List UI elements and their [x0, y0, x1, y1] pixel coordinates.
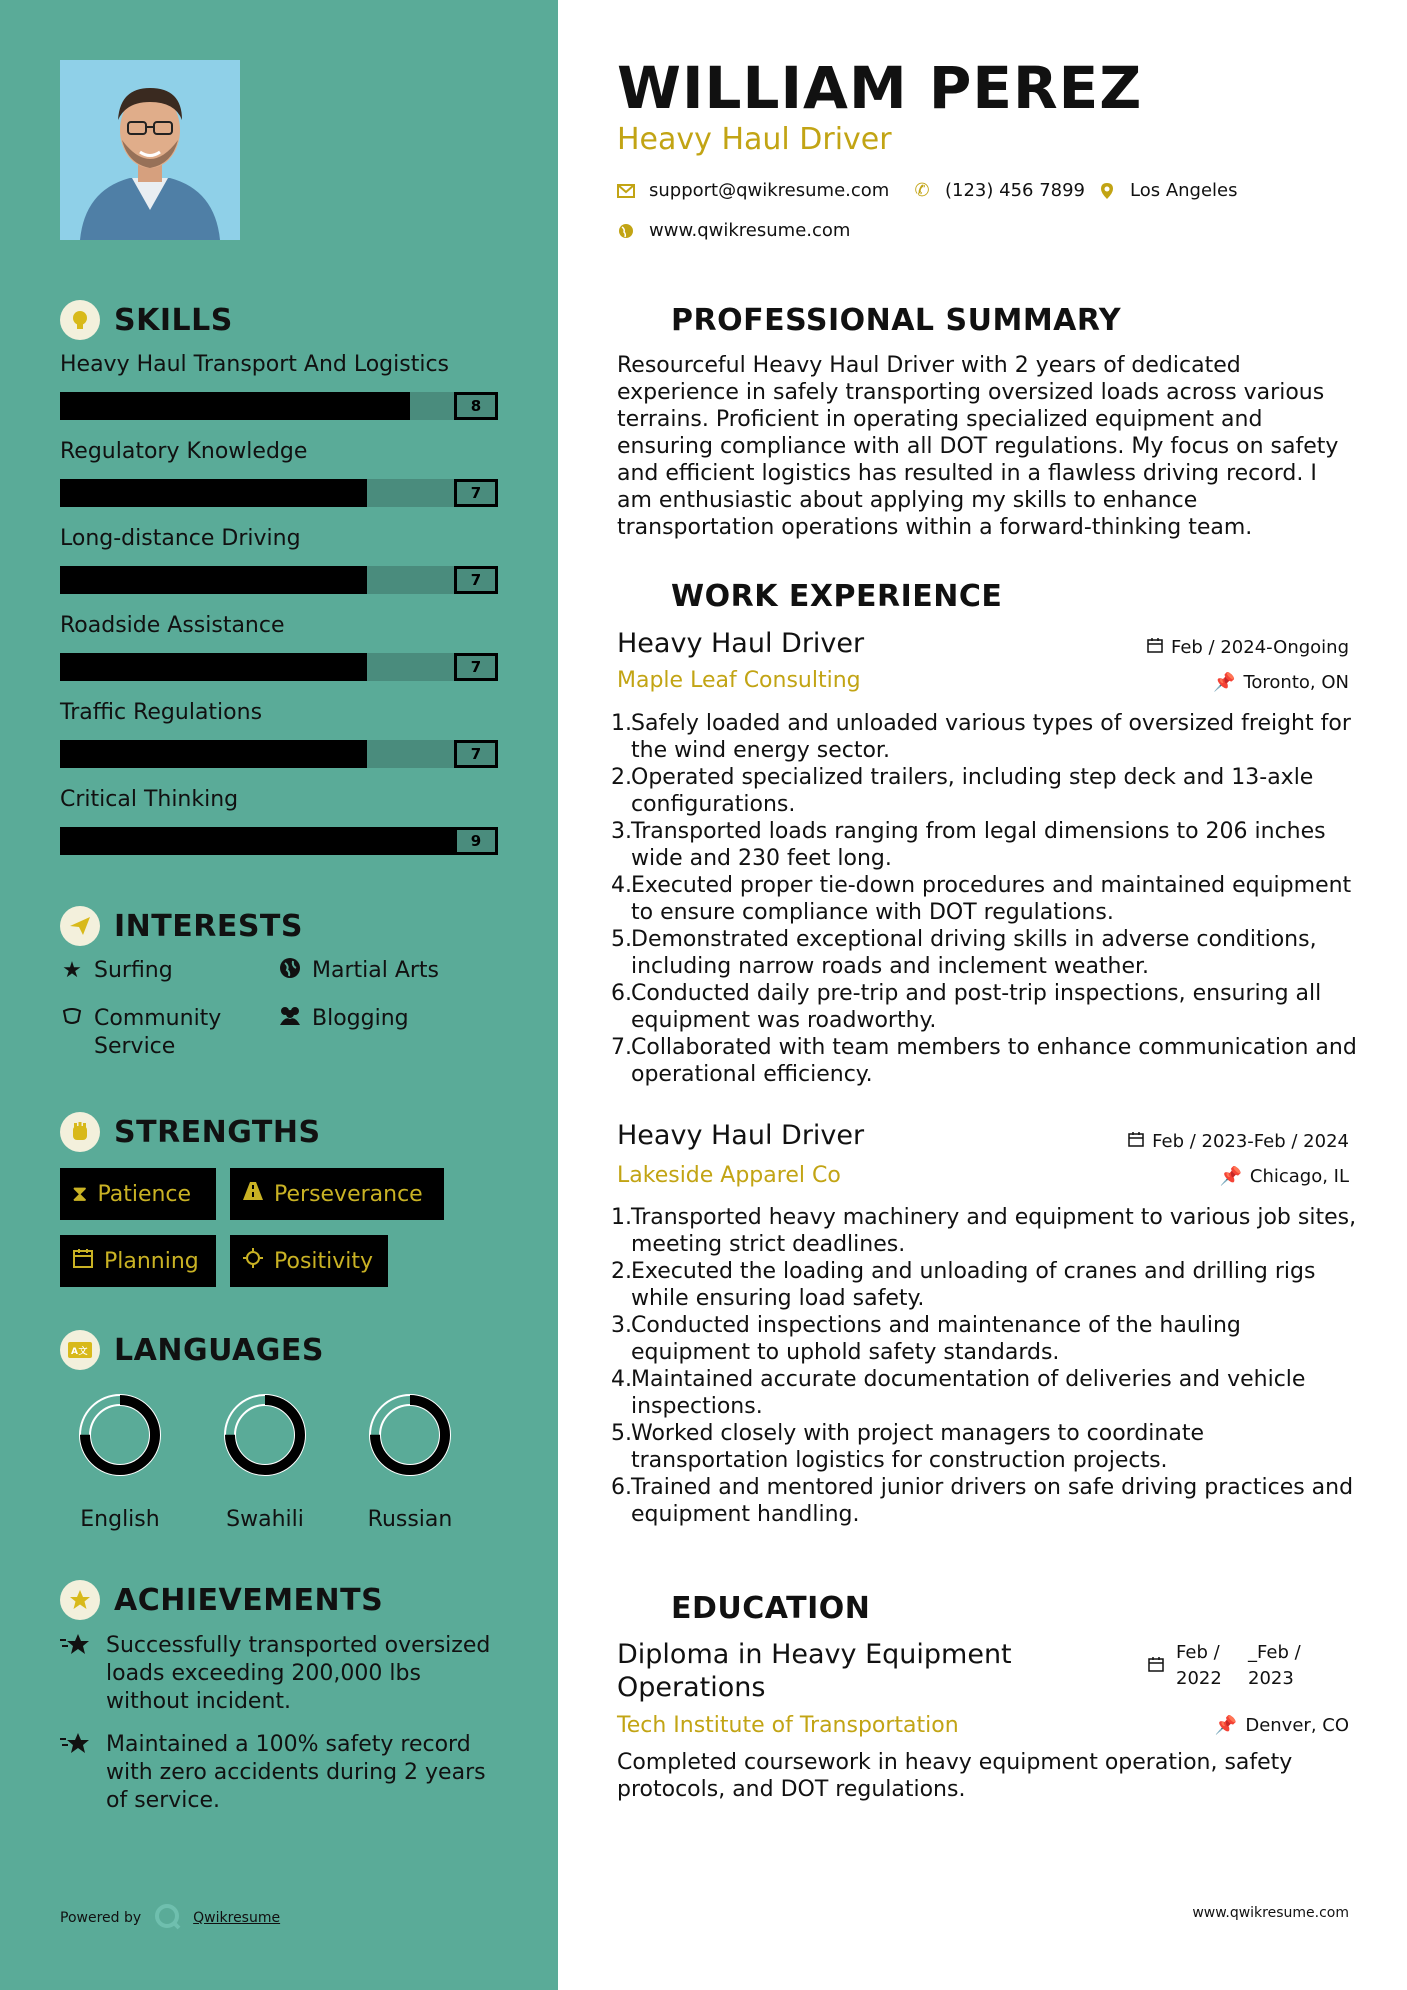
- pushpin-icon: 📌: [1214, 1715, 1238, 1736]
- calendar-icon: [1148, 1640, 1164, 1692]
- skill-score: 7: [454, 479, 498, 507]
- pushpin-icon: 📌: [1213, 672, 1236, 693]
- strength-chip: Positivity: [230, 1235, 388, 1287]
- job-dates: Feb / 2024-Ongoing: [1147, 637, 1349, 658]
- profile-photo: [60, 60, 240, 240]
- skill-item: [60, 526, 498, 594]
- qwikresume-link[interactable]: Qwikresume: [193, 1910, 281, 1926]
- skill-bar: [60, 392, 498, 420]
- calendar-icon: [72, 1247, 94, 1275]
- sidebar: [0, 0, 558, 1990]
- achievement-item: Maintained a 100% safety record with zero accidents during 2 years of service.: [60, 1731, 520, 1815]
- skill-name: Roadside Assistance: [60, 613, 285, 638]
- website-link[interactable]: www.qwikresume.com: [649, 220, 851, 241]
- interest-item: Blogging: [278, 1005, 409, 1033]
- skill-bar: [60, 827, 498, 855]
- sun-icon: [242, 1247, 264, 1275]
- skill-item: [60, 787, 498, 855]
- language-item: Swahili: [205, 1385, 325, 1532]
- language-ring: [70, 1385, 170, 1485]
- languages-heading: [60, 1330, 324, 1370]
- footer-website[interactable]: www.qwikresume.com: [1192, 1905, 1349, 1921]
- skill-bar: [60, 740, 498, 768]
- language-item: English: [60, 1385, 180, 1532]
- pushpin-icon: 📌: [1219, 1166, 1242, 1187]
- strengths-title: STRENGTHS: [114, 1114, 321, 1150]
- user-icon: [617, 300, 657, 340]
- list-item: 2. Operated specialized trailers, including step deck and 13-axle configurations.: [611, 765, 1314, 817]
- hand-icon: [60, 1005, 84, 1061]
- interest-item: Martial Arts: [278, 957, 439, 985]
- candidate-role: Heavy Haul Driver: [617, 122, 892, 157]
- list-item: 7. Collaborated with team members to enhance communication and operational efficiency.: [611, 1035, 1357, 1087]
- skill-score: 7: [454, 653, 498, 681]
- envelope-icon: [617, 184, 635, 198]
- globe-icon: [617, 223, 635, 239]
- experience-heading: WORK EXPERIENCE: [617, 576, 1002, 616]
- list-item: 3. Conducted inspections and maintenance of the hauling equipment to uphold safety standards.: [611, 1313, 1241, 1365]
- list-item: 3. Transported loads ranging from legal dimensions to 206 inches wide and 230 feet long.: [611, 819, 1326, 871]
- language-ring: [215, 1385, 315, 1485]
- language-icon: [60, 1330, 100, 1370]
- strength-chip: ⧗ Patience: [60, 1168, 216, 1220]
- education-location: 📌 Denver, CO: [1214, 1715, 1349, 1736]
- education-school: Tech Institute of Transportation: [617, 1713, 959, 1738]
- job-dates: Feb / 2023-Feb / 2024: [1128, 1131, 1349, 1152]
- interests-heading: [60, 906, 303, 946]
- skill-score: 9: [454, 827, 498, 855]
- list-item: 5. Worked closely with project managers to coordinate transportation logistics for construction projects.: [611, 1421, 1204, 1473]
- interests-title: INTERESTS: [114, 908, 303, 944]
- candidate-name: WILLIAM PEREZ: [617, 54, 1143, 122]
- skill-bar: [60, 566, 498, 594]
- skill-score: 7: [454, 566, 498, 594]
- globe-icon: [278, 957, 302, 985]
- skills-title: SKILLS: [114, 302, 233, 338]
- job-bullets: [611, 1204, 1357, 1528]
- phone-icon: ✆: [914, 180, 930, 201]
- trophy-star-icon: [60, 1580, 100, 1620]
- strength-chip: Planning: [60, 1235, 216, 1287]
- achievements-title: ACHIEVEMENTS: [114, 1582, 384, 1618]
- education-heading: EDUCATION: [617, 1588, 870, 1628]
- language-item: Russian: [350, 1385, 470, 1532]
- education-text: Completed coursework in heavy equipment operation, safety protocols, and DOT regulations.: [617, 1750, 1293, 1802]
- road-icon: [242, 1181, 264, 1207]
- list-item: 5. Demonstrated exceptional driving skills in adverse conditions, including narrow roads and inclement weather.: [611, 927, 1317, 979]
- star-icon: ★: [62, 958, 82, 983]
- skills-heading: [60, 300, 233, 340]
- calendar-icon: [1128, 1131, 1144, 1152]
- skill-item: [60, 352, 498, 420]
- skill-score: 8: [454, 392, 498, 420]
- users-icon: [278, 1005, 302, 1033]
- skill-bar: [60, 479, 498, 507]
- list-item: 6. Trained and mentored junior drivers on safe driving practices and equipment handling.: [611, 1475, 1354, 1527]
- star-burst-icon: [60, 1731, 94, 1815]
- interest-item: ★ Surfing: [60, 957, 173, 985]
- skill-item: [60, 613, 498, 681]
- job-bullets: [611, 710, 1357, 1088]
- skill-name: Critical Thinking: [60, 787, 239, 812]
- skill-item: [60, 439, 498, 507]
- strength-chip: Perseverance: [230, 1168, 444, 1220]
- fist-icon: [60, 1112, 100, 1152]
- hourglass-icon: ⧗: [72, 1181, 88, 1207]
- list-item: 4. Executed proper tie-down procedures and maintained equipment to ensure compliance with DOT regulations.: [611, 873, 1352, 925]
- job-company: Lakeside Apparel Co: [617, 1163, 841, 1188]
- contact-phone: ✆ (123) 456 7899: [914, 180, 1086, 201]
- strengths-heading: [60, 1112, 321, 1152]
- job-company: Maple Leaf Consulting: [617, 668, 861, 693]
- powered-by: Powered by Qwikresume: [60, 1902, 280, 1934]
- svg-text:A文: A文: [71, 1347, 88, 1357]
- star-burst-icon: [60, 1632, 94, 1716]
- qwikresume-logo-icon: [153, 1902, 181, 1934]
- job-title: Heavy Haul Driver: [617, 1120, 865, 1151]
- achievements-heading: [60, 1580, 383, 1620]
- language-ring: [360, 1385, 460, 1485]
- skill-name: Traffic Regulations: [60, 700, 263, 725]
- job-title: Heavy Haul Driver: [617, 628, 865, 659]
- contact-website: [617, 220, 850, 241]
- skill-item: [60, 700, 498, 768]
- list-item: 2. Executed the loading and unloading of cranes and drilling rigs while ensuring load safety.: [611, 1259, 1316, 1311]
- languages-title: LANGUAGES: [114, 1332, 324, 1368]
- calendar-icon: [1147, 637, 1163, 658]
- email-link[interactable]: support@qwikresume.com: [649, 180, 890, 201]
- summary-text: Resourceful Heavy Haul Driver with 2 years of dedicated experience in safely transporting oversized loads across various terrains. Proficient in operating specialized equipment and ensuring compliance with all DOT regulations. My focus on safety and efficient logistics has resulted in a flawless driving record. I am enthusiastic about applying my skills to enhance transportation operations within a forward-thinking team.: [617, 353, 1339, 540]
- interest-item: Community Service: [60, 1005, 260, 1061]
- skill-name: Long-distance Driving: [60, 526, 301, 551]
- education-degree: Diploma in Heavy Equipment Operations: [617, 1639, 1012, 1703]
- list-item: 6. Conducted daily pre-trip and post-trip inspections, ensuring all equipment was roadworthy.: [611, 981, 1322, 1033]
- paper-plane-icon: [60, 906, 100, 946]
- summary-heading: PROFESSIONAL SUMMARY: [617, 300, 1121, 340]
- lightbulb-icon: [60, 300, 100, 340]
- list-item: 1. Safely loaded and unloaded various types of oversized freight for the wind energy sector.: [611, 711, 1351, 763]
- skill-score: 7: [454, 740, 498, 768]
- achievement-item: Successfully transported oversized loads exceeding 200,000 lbs without incident.: [60, 1632, 520, 1716]
- skill-bar: [60, 653, 498, 681]
- map-pin-icon: [1098, 182, 1116, 200]
- job-location: 📌 Toronto, ON: [1213, 672, 1349, 693]
- chair-icon: [617, 576, 657, 616]
- contact-email: [617, 180, 889, 201]
- job-location: 📌 Chicago, IL: [1219, 1166, 1349, 1187]
- contact-location: Los Angeles: [1098, 180, 1238, 201]
- list-item: 4. Maintained accurate documentation of deliveries and vehicle inspections.: [611, 1367, 1306, 1419]
- list-item: 1. Transported heavy machinery and equipment to various job sites, meeting strict deadlines.: [611, 1205, 1357, 1257]
- skill-name: Heavy Haul Transport And Logistics: [60, 352, 450, 377]
- graduate-icon: [617, 1588, 657, 1628]
- skill-name: Regulatory Knowledge: [60, 439, 308, 464]
- education-dates: Feb / 2022 _Feb / 2023: [1148, 1640, 1308, 1692]
